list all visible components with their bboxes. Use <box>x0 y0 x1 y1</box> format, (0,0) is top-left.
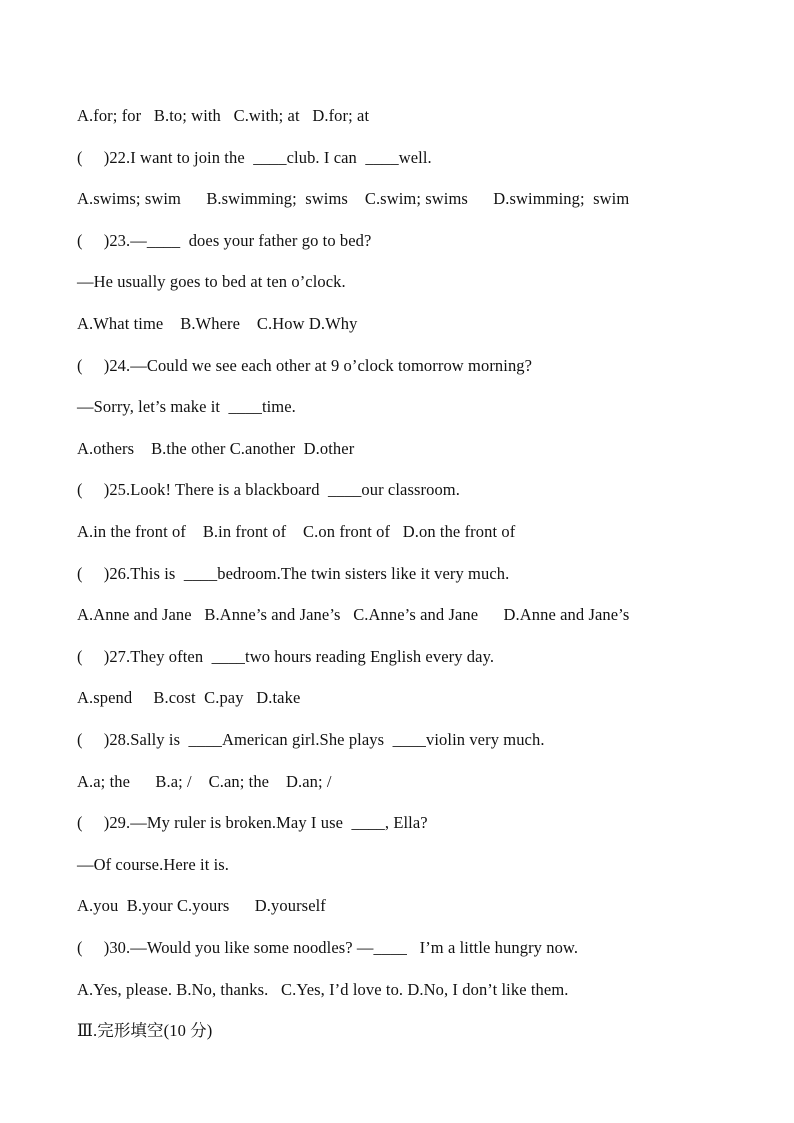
question-30: ( )30.—Would you like some noodles? —____ I’m a little hungry now. <box>77 938 579 957</box>
question-25: ( )25.Look! There is a blackboard ____our classroom. <box>77 480 460 499</box>
answer-options-26: A.Anne and Jane B.Anne’s and Jane’s C.Anne’s and Jane D.Anne and Jane’s <box>77 605 630 624</box>
answer-options-23: A.What time B.Where C.How D.Why <box>77 314 358 333</box>
answer-options-24: A.others B.the other C.another D.other <box>77 439 355 458</box>
question-24: ( )24.—Could we see each other at 9 o’clock tomorrow morning? <box>77 356 533 375</box>
question-27: ( )27.They often ____two hours reading English every day. <box>77 647 495 666</box>
dialogue-line-29: —Of course.Here it is. <box>77 855 230 874</box>
dialogue-line-23: —He usually goes to bed at ten o’clock. <box>77 272 346 291</box>
question-29: ( )29.—My ruler is broken.May I use ____, Ella? <box>77 813 428 832</box>
question-28: ( )28.Sally is ____American girl.She plays ____violin very much. <box>77 730 545 749</box>
answer-options-22: A.swims; swim B.swimming; swims C.swim; swims D.swimming; swim <box>77 189 630 208</box>
question-22: ( )22.I want to join the ____club. I can ____well. <box>77 148 432 167</box>
answer-options-29: A.you B.your C.yours D.yourself <box>77 896 326 915</box>
answer-options-28: A.a; the B.a; / C.an; the D.an; / <box>77 772 332 791</box>
section-heading-cloze: Ⅲ.完形填空(10 分) <box>77 1021 213 1040</box>
answer-options-27: A.spend B.cost C.pay D.take <box>77 688 301 707</box>
dialogue-line-24: —Sorry, let’s make it ____time. <box>77 397 296 416</box>
question-26: ( )26.This is ____bedroom.The twin sisters like it very much. <box>77 564 510 583</box>
answer-options-30: A.Yes, please. B.No, thanks. C.Yes, I’d love to. D.No, I don’t like them. <box>77 980 569 999</box>
question-23: ( )23.—____ does your father go to bed? <box>77 231 372 250</box>
answer-options-21: A.for; for B.to; with C.with; at D.for; at <box>77 106 370 125</box>
answer-options-25: A.in the front of B.in front of C.on front of D.on the front of <box>77 522 516 541</box>
